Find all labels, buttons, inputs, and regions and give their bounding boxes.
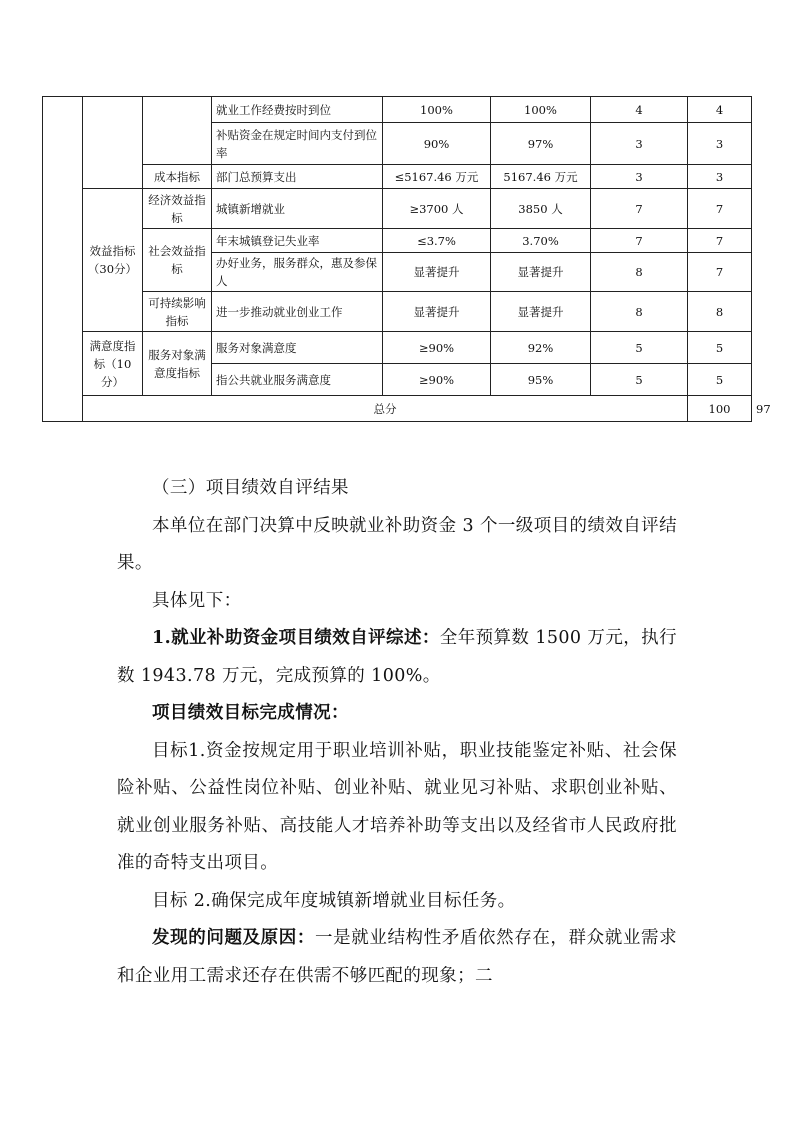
target-cell: ≥3700 人 xyxy=(383,189,491,229)
paragraph: 目标 2.确保完成年度城镇新增就业目标任务。 xyxy=(152,890,516,911)
score-cell: 4 xyxy=(688,97,752,123)
weight-cell: 7 xyxy=(591,189,688,229)
total-weight: 100 xyxy=(688,396,752,422)
table-cell-blank xyxy=(83,97,143,189)
indicator-cell: 年末城镇登记失业率 xyxy=(212,229,383,253)
subcategory-cell: 社会效益指标 xyxy=(143,229,212,292)
weight-cell: 8 xyxy=(591,292,688,332)
table-row xyxy=(43,292,752,332)
weight-cell: 3 xyxy=(591,165,688,189)
score-cell: 7 xyxy=(688,189,752,229)
weight-cell: 5 xyxy=(591,364,688,396)
category-cell: 效益指标（30分） xyxy=(83,189,143,332)
subcategory-cell: 服务对象满意度指标 xyxy=(143,332,212,396)
paragraph: 本单位在部门决算中反映就业补助资金 3 个一级项目的绩效自评结果。 xyxy=(117,515,677,573)
indicator-cell: 就业工作经费按时到位 xyxy=(212,97,383,123)
target-cell: 显著提升 xyxy=(383,292,491,332)
actual-cell: 5167.46 万元 xyxy=(491,165,591,189)
score-cell: 5 xyxy=(688,332,752,364)
subcategory-cell: 可持续影响指标 xyxy=(143,292,212,332)
indicator-cell: 城镇新增就业 xyxy=(212,189,383,229)
score-cell: 7 xyxy=(688,253,752,292)
paragraph xyxy=(117,920,677,995)
target-cell: ≥90% xyxy=(383,364,491,396)
weight-cell: 4 xyxy=(591,97,688,123)
paragraph-text: 全年预算数 1500 万元，执行数 1943.78 万元，完成预算的 100%。 xyxy=(117,628,677,686)
paragraph-text: 一是就业结构性矛盾依然存在，群众就业需求和企业用工需求还存在供需不够匹配的现象；二 xyxy=(117,928,677,986)
indicator-cell: 办好业务，服务群众，惠及参保人 xyxy=(212,253,383,292)
table-row xyxy=(43,229,752,253)
bold-lead: 1.就业补助资金项目绩效自评综述： xyxy=(152,628,440,648)
target-cell: ≤5167.46 万元 xyxy=(383,165,491,189)
weight-cell: 8 xyxy=(591,253,688,292)
body-text xyxy=(117,470,677,995)
target-cell: 90% xyxy=(383,123,491,165)
table-row xyxy=(43,332,752,364)
indicator-cell: 部门总预算支出 xyxy=(212,165,383,189)
weight-cell: 3 xyxy=(591,123,688,165)
actual-cell: 3.70% xyxy=(491,229,591,253)
section-heading: （三）项目绩效自评结果 xyxy=(152,478,349,498)
subcategory-cell: 成本指标 xyxy=(143,165,212,189)
target-cell: 显著提升 xyxy=(383,253,491,292)
score-cell: 8 xyxy=(688,292,752,332)
paragraph xyxy=(117,695,677,733)
category-cell: 满意度指标（10分） xyxy=(83,332,143,396)
total-label: 总分 xyxy=(83,396,688,422)
subcategory-cell: 经济效益指标 xyxy=(143,189,212,229)
target-cell: 100% xyxy=(383,97,491,123)
target-cell: ≤3.7% xyxy=(383,229,491,253)
indicator-cell: 补贴资金在规定时间内支付到位率 xyxy=(212,123,383,165)
indicator-cell: 服务对象满意度 xyxy=(212,332,383,364)
actual-cell: 100% xyxy=(491,97,591,123)
score-cell: 5 xyxy=(688,364,752,396)
table-cell-blank xyxy=(143,97,212,165)
table-row xyxy=(43,165,752,189)
score-cell: 7 xyxy=(688,229,752,253)
table-row xyxy=(43,189,752,229)
actual-cell: 97% xyxy=(491,123,591,165)
table-cell-blank xyxy=(43,97,83,422)
actual-cell: 95% xyxy=(491,364,591,396)
weight-cell: 5 xyxy=(591,332,688,364)
table-row xyxy=(43,97,752,123)
score-cell: 3 xyxy=(688,165,752,189)
paragraph xyxy=(117,620,677,695)
actual-cell: 3850 人 xyxy=(491,189,591,229)
bold-lead: 项目绩效目标完成情况： xyxy=(152,703,349,723)
actual-cell: 92% xyxy=(491,332,591,364)
performance-table xyxy=(42,96,771,422)
paragraph: 具体见下： xyxy=(152,590,242,611)
paragraph: 目标1.资金按规定用于职业培训补贴，职业技能鉴定补贴、社会保险补贴、公益性岗位补贴、创业补贴、就业见习补贴、求职创业补贴、就业创业服务补贴、高技能人才培养补助等支出以及经省市人民政府批准的奇特支出项目。 xyxy=(117,740,677,873)
indicator-cell: 指公共就业服务满意度 xyxy=(212,364,383,396)
target-cell: ≥90% xyxy=(383,332,491,364)
score-cell: 3 xyxy=(688,123,752,165)
bold-lead: 发现的问题及原因： xyxy=(152,928,315,948)
actual-cell: 显著提升 xyxy=(491,253,591,292)
indicator-cell: 进一步推动就业创业工作 xyxy=(212,292,383,332)
actual-cell: 显著提升 xyxy=(491,292,591,332)
table-total-row: 总分 100 97 xyxy=(43,396,752,422)
weight-cell: 7 xyxy=(591,229,688,253)
